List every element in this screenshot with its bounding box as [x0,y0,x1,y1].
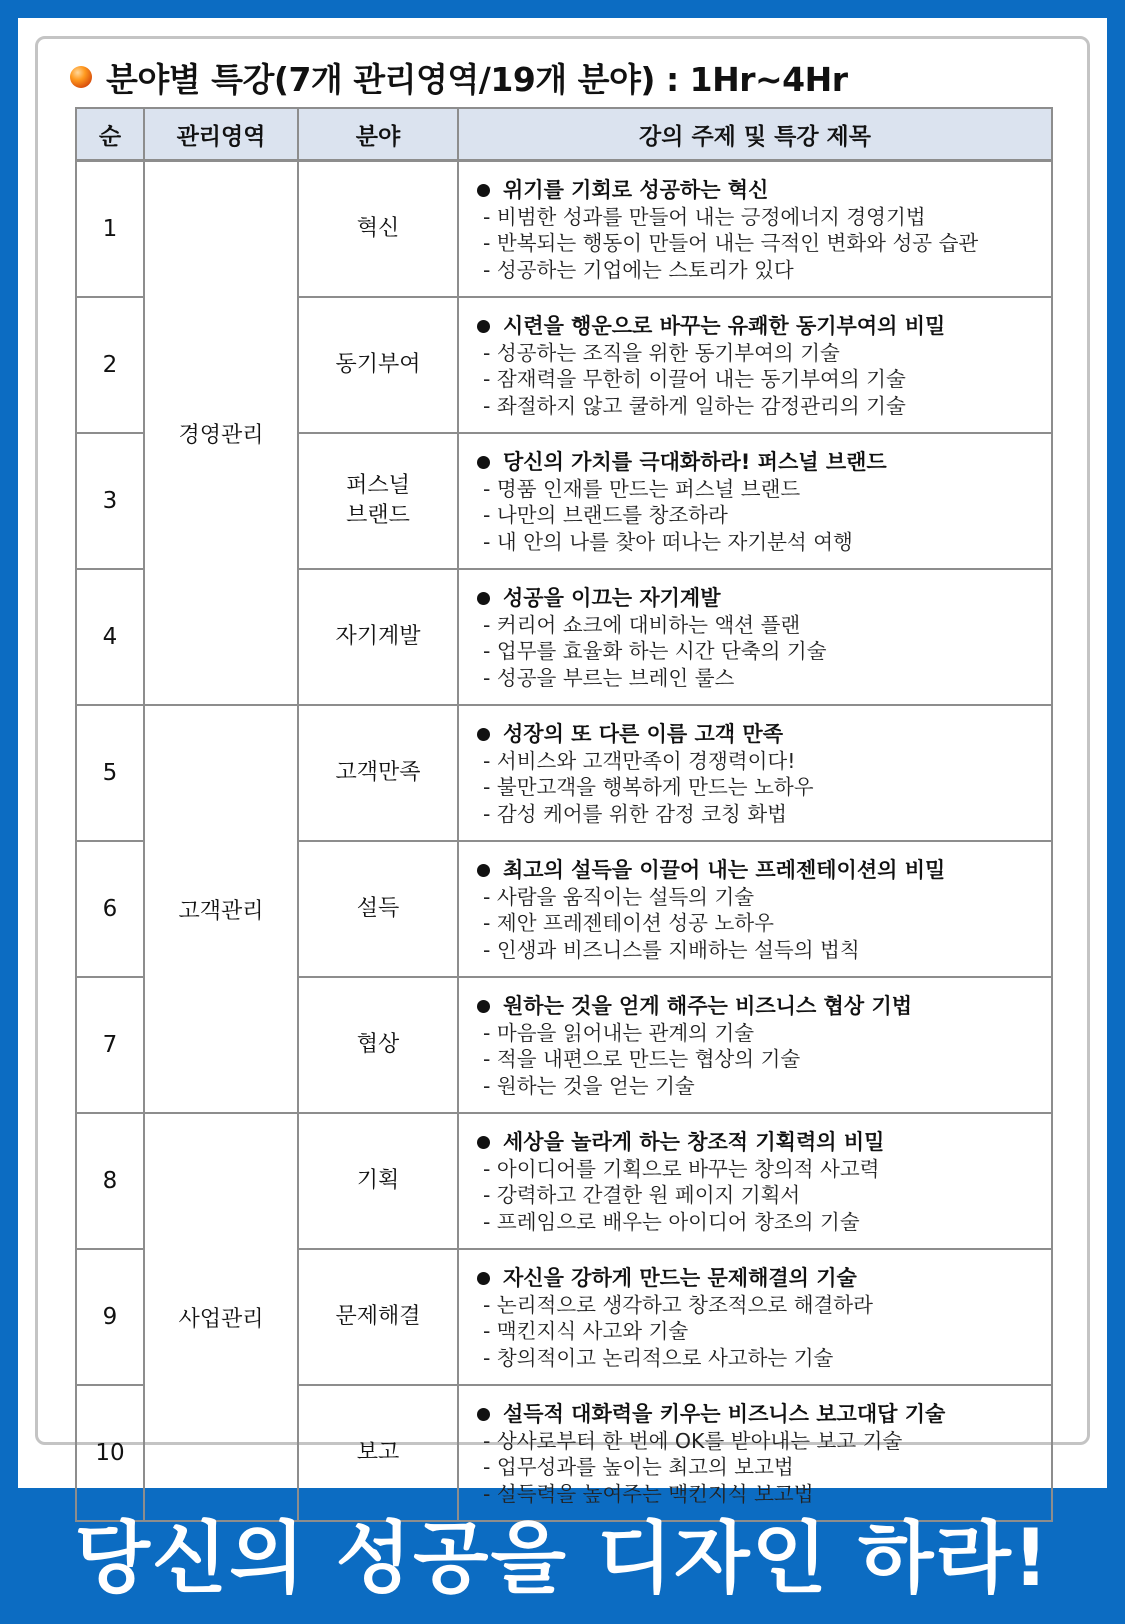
topic-item: - 인생과 비즈니스를 지배하는 설득의 법칙 [483,937,860,962]
table-row [76,1113,1052,1249]
topic-item: - 감성 케어를 위한 감정 코칭 화법 [483,801,787,826]
topic-cell [458,297,1052,433]
topic-item: - 마음을 읽어내는 관계의 기술 [483,1020,755,1045]
topic-cell [458,841,1052,977]
row-number: 7 [76,977,144,1113]
row-number: 6 [76,841,144,977]
topic-item: - 명품 인재를 만드는 퍼스널 브랜드 [483,476,801,501]
field-cell: 자기계발 [298,569,458,705]
area-cell-management: 경영관리 [144,161,298,706]
field-cell: 동기부여 [298,297,458,433]
bullet-icon [477,184,490,197]
topic-item: - 제안 프레젠테이션 성공 노하우 [483,911,774,936]
topic-item: - 성공을 부르는 브레인 룰스 [483,665,735,690]
row-number: 9 [76,1249,144,1385]
topic-item: - 내 안의 나를 찾아 떠나는 자기분석 여행 [483,529,853,554]
topic-item: - 논리적으로 생각하고 창조적으로 해결하라 [483,1292,873,1317]
field-cell: 기획 [298,1113,458,1249]
slogan-banner: 당신의 성공을 디자인 하라! [74,1514,1051,1604]
content-sheet [18,18,1107,1506]
topic-title: 최고의 설득을 이끌어 내는 프레젠테이션의 비밀 [477,857,1043,884]
topic-item: - 좌절하지 않고 쿨하게 일하는 감정관리의 기술 [483,393,906,418]
field-line: 퍼스널 브랜드 [346,473,410,528]
row-number: 4 [76,569,144,705]
topic-item: - 성공하는 기업에는 스토리가 있다 [483,257,794,282]
topic-title: 시련을 행운으로 바꾸는 유쾌한 동기부여의 비밀 [477,313,1043,340]
topic-cell [458,1385,1052,1521]
topic-item: - 불만고객을 행복하게 만드는 노하우 [483,775,814,800]
topic-cell [458,569,1052,705]
col-header-order: 순 [76,108,144,161]
field-cell: 설득 [298,841,458,977]
topic-item: - 창의적이고 논리적으로 사고하는 기술 [483,1345,834,1370]
row-number: 8 [76,1113,144,1249]
bullet-icon [477,456,490,469]
topic-item: - 맥킨지식 사고와 기술 [483,1319,689,1344]
field-cell [298,433,458,569]
area-cell-customer: 고객관리 [144,705,298,1113]
topic-item: - 커리어 쇼크에 대비하는 액션 플랜 [483,612,801,637]
col-header-area: 관리영역 [144,108,298,161]
section-heading [70,55,848,99]
table-row [76,705,1052,841]
orange-bullet-icon [70,66,92,88]
bullet-icon [477,1000,490,1013]
row-number: 3 [76,433,144,569]
field-cell: 고객만족 [298,705,458,841]
col-header-topic: 강의 주제 및 특강 제목 [458,108,1052,161]
topic-item: - 사람을 움직이는 설득의 기술 [483,884,755,909]
course-table [75,107,1053,1522]
field-cell: 문제해결 [298,1249,458,1385]
bullet-icon [477,320,490,333]
topic-item: - 프레임으로 배우는 아이디어 창조의 기술 [483,1209,860,1234]
topic-cell [458,161,1052,298]
topic-item: - 강력하고 간결한 원 페이지 기획서 [483,1183,801,1208]
topic-item: - 비범한 성과를 만들어 내는 긍정에너지 경영기법 [483,204,926,229]
topic-title: 성장의 또 다른 이름 고객 만족 [477,721,1043,748]
course-panel [35,36,1090,1506]
col-header-field: 분야 [298,108,458,161]
bullet-icon [477,864,490,877]
topic-item: - 아이디어를 기획으로 바꾸는 창의적 사고력 [483,1156,880,1181]
topic-item: - 서비스와 고객만족이 경쟁력이다! [483,748,796,773]
row-number: 10 [76,1385,144,1521]
topic-item: - 설득력을 높여주는 맥킨지식 보고법 [483,1481,814,1506]
topic-item: - 업무를 효율화 하는 시간 단축의 기술 [483,639,827,664]
topic-cell [458,977,1052,1113]
topic-item: - 나만의 브랜드를 창조하라 [483,503,728,528]
topic-item: - 반복되는 행동이 만들어 내는 극적인 변화와 성공 습관 [483,231,979,256]
field-cell: 혁신 [298,161,458,298]
bullet-icon [477,1408,490,1421]
topic-title: 성공을 이끄는 자기계발 [477,585,1043,612]
topic-cell [458,705,1052,841]
bullet-icon [477,1272,490,1285]
row-number: 1 [76,161,144,298]
field-cell: 협상 [298,977,458,1113]
topic-item: - 성공하는 조직을 위한 동기부여의 기술 [483,340,840,365]
topic-item: - 업무성과를 높이는 최고의 보고법 [483,1455,794,1480]
topic-title: 당신의 가치를 극대화하라! 퍼스널 브랜드 [477,449,1043,476]
topic-title: 세상을 놀라게 하는 창조적 기획력의 비밀 [477,1129,1043,1156]
topic-title: 자신을 강하게 만드는 문제해결의 기술 [477,1265,1043,1292]
table-row [76,161,1052,298]
topic-title: 위기를 기회로 성공하는 혁신 [477,177,1043,204]
topic-cell [458,1113,1052,1249]
topic-item: - 상사로부터 한 번에 OK를 받아내는 보고 기술 [483,1428,903,1453]
topic-title: 설득적 대화력을 키우는 비즈니스 보고대답 기술 [477,1401,1043,1428]
topic-cell [458,1249,1052,1385]
bullet-icon [477,592,490,605]
row-number: 5 [76,705,144,841]
topic-title: 원하는 것을 얻게 해주는 비즈니스 협상 기법 [477,993,1043,1020]
topic-item: - 적을 내편으로 만드는 협상의 기술 [483,1047,801,1072]
topic-item: - 원하는 것을 얻는 기술 [483,1073,695,1098]
area-cell-business: 사업관리 [144,1113,298,1521]
bullet-icon [477,1136,490,1149]
row-number: 2 [76,297,144,433]
field-cell: 보고 [298,1385,458,1521]
topic-item: - 잠재력을 무한히 이끌어 내는 동기부여의 기술 [483,367,906,392]
section-title: 분야별 특강(7개 관리영역/19개 분야) : 1Hr~4Hr [106,59,848,99]
topic-cell [458,433,1052,569]
bullet-icon [477,728,490,741]
table-header-row [76,108,1052,161]
